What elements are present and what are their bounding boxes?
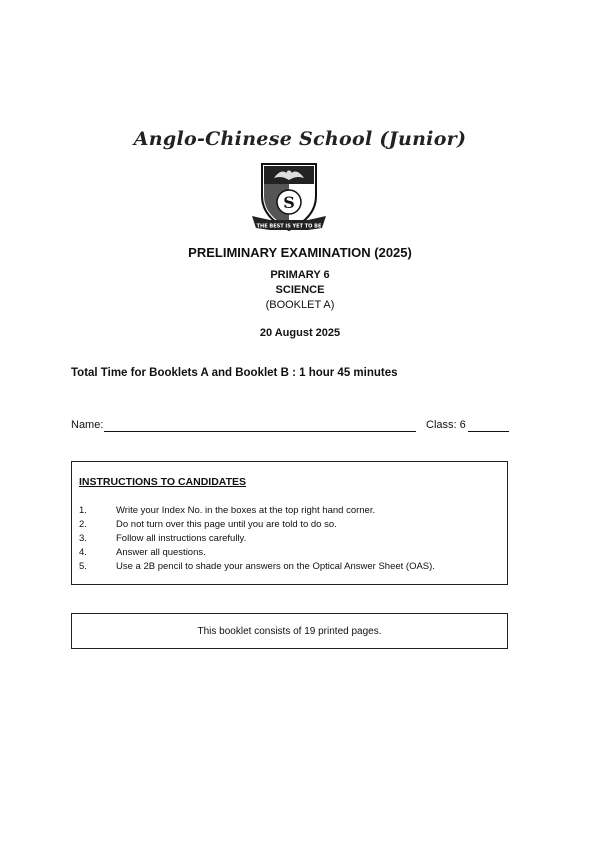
name-label: Name:	[71, 419, 104, 431]
exam-subject: SCIENCE	[275, 284, 325, 296]
exam-booklet: (BOOKLET A)	[265, 299, 335, 311]
name-field[interactable]	[104, 431, 416, 432]
school-name: Anglo-Chinese School (Junior)	[133, 128, 467, 150]
item-text: Use a 2B pencil to shade your answers on the Optical Answer Sheet (OAS).	[116, 561, 435, 572]
pages-note: This booklet consists of 19 printed pages.	[197, 625, 382, 637]
instructions-title: INSTRUCTIONS TO CANDIDATES	[79, 476, 247, 488]
item-text: Answer all questions.	[116, 547, 206, 558]
item-number: 2.	[79, 519, 87, 530]
list-item	[79, 560, 435, 574]
total-time: Total Time for Booklets A and Booklet B : 1 hour 45 minutes	[71, 367, 398, 379]
list-item	[79, 546, 435, 560]
item-number: 3.	[79, 533, 87, 544]
list-item	[79, 504, 435, 518]
exam-title: PRELIMINARY EXAMINATION (2025)	[188, 245, 412, 260]
exam-level: PRIMARY 6	[270, 269, 330, 281]
exam-date: 20 August 2025	[259, 327, 341, 339]
class-field[interactable]	[468, 431, 509, 432]
crest-motto: THE BEST IS YET TO BE	[256, 223, 322, 230]
item-number: 5.	[79, 561, 87, 572]
list-item	[79, 518, 435, 532]
school-crest-icon	[250, 158, 328, 238]
list-item	[79, 532, 435, 546]
item-number: 1.	[79, 505, 87, 516]
item-text: Follow all instructions carefully.	[116, 533, 247, 544]
item-number: 4.	[79, 547, 87, 558]
pages-note-box	[71, 613, 508, 649]
instructions-box	[71, 461, 508, 585]
class-label: Class: 6	[426, 419, 466, 431]
instructions-list	[79, 504, 435, 574]
item-text: Write your Index No. in the boxes at the top right hand corner.	[116, 505, 376, 516]
item-text: Do not turn over this page until you are told to do so.	[116, 519, 337, 530]
crest-letter: S	[283, 193, 295, 212]
